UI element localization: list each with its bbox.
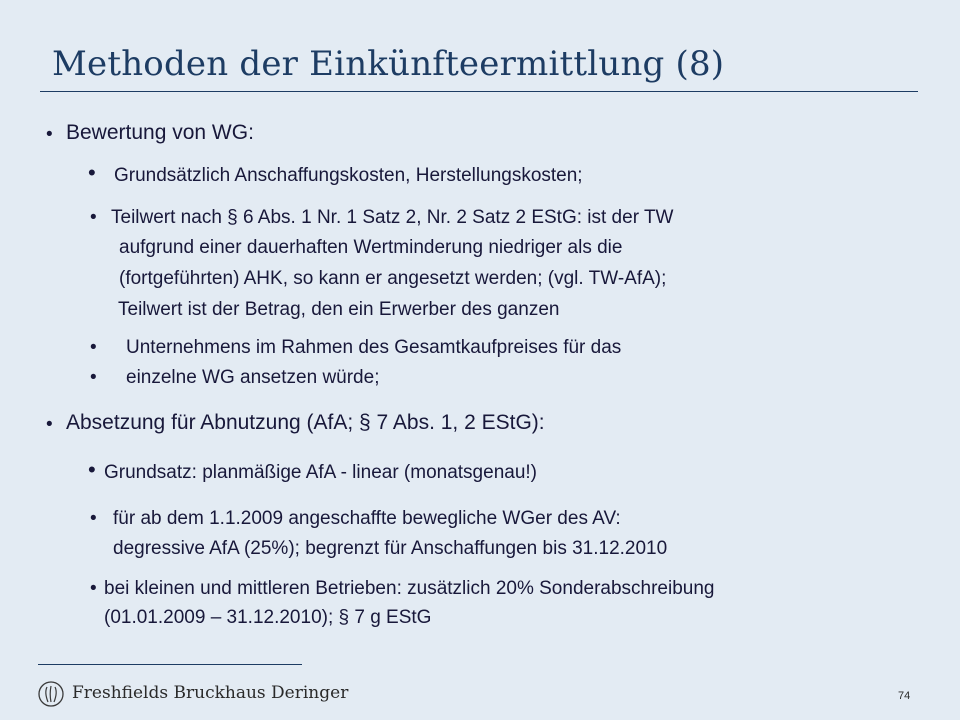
slide-title: Methoden der Einkünfteermittlung (8) — [52, 44, 725, 84]
bullet-marker: • — [90, 578, 97, 599]
bullet-absetzung: Absetzung für Abnutzung (AfA; § 7 Abs. 1, 2 EStG): — [66, 411, 545, 434]
footer-divider — [38, 664, 302, 665]
bullet-marker: • — [90, 508, 97, 529]
page-number: 74 — [898, 690, 911, 702]
footer-logo-text: Freshfields Bruckhaus Deringer — [72, 683, 349, 703]
subbullet-teilwert: Teilwert nach § 6 Abs. 1 Nr. 1 Satz 2, Nr. 2 Satz 2 EStG: ist der TW — [111, 207, 674, 228]
sonderabschreibung-line-2: (01.01.2009 – 31.12.2010); § 7 g EStG — [104, 607, 432, 628]
bullet-marker: • — [88, 457, 96, 482]
title-divider — [40, 91, 918, 92]
subbullet-sonderabschreibung: bei kleinen und mittleren Betrieben: zusätzlich 20% Sonderabschreibung — [104, 578, 715, 599]
bullet-marker: • — [46, 124, 53, 145]
bullet-marker: • — [46, 414, 53, 435]
teilwert-line-3: (fortgeführten) AHK, so kann er angesetzt werden; (vgl. TW-AfA); — [119, 268, 667, 289]
degressive-line-2: degressive AfA (25%); begrenzt für Anschaffungen bis 31.12.2010 — [113, 538, 668, 559]
freshfields-logo-icon — [38, 681, 64, 707]
subbullet-grundsatz: Grundsatz: planmäßige AfA - linear (monatsgenau!) — [104, 462, 538, 483]
bullet-bewertung: Bewertung von WG: — [66, 121, 254, 144]
bullet-marker: • — [90, 337, 97, 358]
subbullet-einzelne: einzelne WG ansetzen würde; — [126, 367, 380, 388]
subbullet-unternehmens: Unternehmens im Rahmen des Gesamtkaufpreises für das — [126, 337, 622, 358]
bullet-marker: • — [90, 367, 97, 388]
teilwert-line-2: aufgrund einer dauerhaften Wertminderung niedriger als die — [119, 237, 623, 258]
subbullet-degressive: für ab dem 1.1.2009 angeschaffte bewegliche WGer des AV: — [113, 508, 621, 529]
bullet-marker: • — [90, 207, 97, 228]
bullet-marker: • — [88, 160, 96, 185]
teilwert-line-4: Teilwert ist der Betrag, den ein Erwerber des ganzen — [118, 299, 560, 320]
subbullet-grundsaetzlich: Grundsätzlich Anschaffungskosten, Herstellungskosten; — [114, 165, 583, 186]
